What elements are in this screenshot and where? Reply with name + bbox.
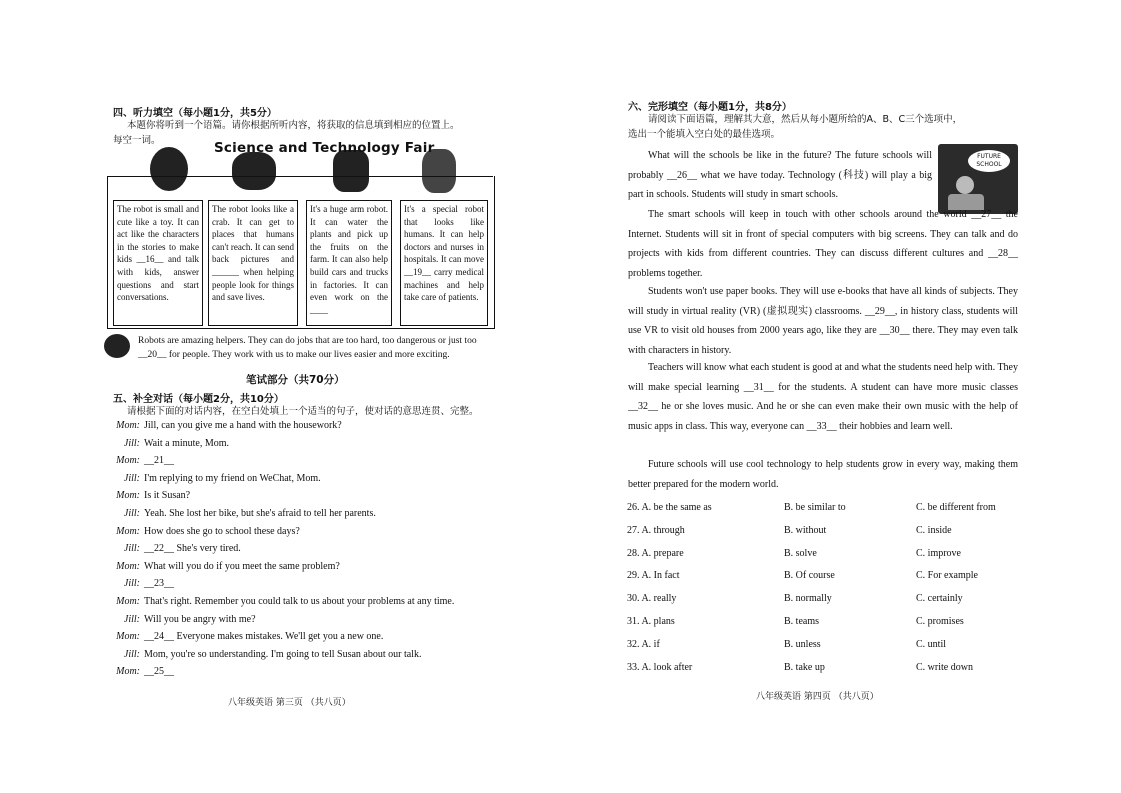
dialogue-text: __24__ Everyone makes mistakes. We'll get you a new one. [144, 631, 384, 643]
dialogue-line [107, 630, 383, 643]
paragraph-2: The smart schools will keep in touch with other schools around the world __27__ the Internet. Students will sit in front of special computers with big screens. They can talk and do projects with kids from different countries. They can discuss different cultures and __28__ problems together. [628, 209, 1018, 279]
section4-title: 四、听力填空（每小题1分，共5分） [113, 108, 277, 119]
speaker-label: Jill: [123, 472, 140, 484]
dialogue-line [107, 560, 340, 573]
speaker-label: Mom: [116, 455, 140, 467]
section5-instruction: 请根据下面的对话内容，在空白处填上一个适当的句子，使对话的意思连贯、完整。 [127, 406, 479, 417]
section4-note: 每空一词。 [113, 135, 161, 146]
right-page [560, 0, 1121, 793]
option-a[interactable]: 29. A. In fact [627, 570, 680, 582]
section4-instruction: 本题你将听到一个语篇。请你根据所听内容，将获取的信息填到相应的位置上。 [127, 120, 460, 131]
option-c[interactable]: C. certainly [916, 593, 963, 605]
dialogue-text: How does she go to school these days? [144, 525, 300, 537]
paragraph-3: Students won't use paper books. They will use e-books that have all kinds of subjects. They will study in virtual reality (VR) (虚拟现实) classrooms. __29__, in history class, students will use VR to visit old houses from 2000 years ago, like they are __30__ there. They may even talk with characters in history. [628, 286, 1018, 356]
robot-cell-3: It's a huge arm robot. It can water the plants and pick up the fruits on the farm. It can also help build cars and trucks in factories. It can even work on the ____ [306, 200, 392, 326]
dialogue-text: Will you be angry with me? [144, 613, 256, 625]
robot-cell-2: The robot looks like a crab. It can get to places that humans can't reach. It can send back pictures and ______ when helping people look for things and save lives. [208, 200, 298, 326]
paragraph-4: Teachers will know what each student is good at and what the students need help with. They will make special learning __31__ for the students. A student can have more music classes __32__ he or she loves music. And he or she can even make their own music with the help of music apps in class. This way, everyone can __33__ their hobbies and learn well. [628, 362, 1018, 432]
dialogue-line [117, 542, 241, 555]
option-a[interactable]: 30. A. really [627, 593, 677, 605]
section6-title: 六、完形填空（每小题1分，共8分） [628, 102, 792, 113]
option-b[interactable]: B. be similar to [784, 502, 846, 513]
dialogue-text: __22__ She's very tired. [144, 543, 241, 555]
option-c[interactable]: C. inside [916, 524, 952, 536]
dialogue-text: What will you do if you meet the same problem? [144, 560, 340, 572]
option-c[interactable]: C. be different from [916, 502, 996, 513]
option-c[interactable]: C. write down [916, 661, 973, 673]
speaker-label: Jill: [123, 543, 140, 555]
option-b[interactable]: B. normally [784, 593, 832, 605]
robot-cell-4: It's a special robot that looks like humans. It can help doctors and nurses in hospitals. It can move __19__ carry medical machines and help take care of patients. [400, 200, 488, 326]
dialogue-line [117, 472, 321, 485]
option-b[interactable]: B. teams [784, 616, 819, 627]
speaker-label: Jill: [123, 613, 140, 625]
written-part-heading: 笔试部分（共70分） [246, 374, 345, 386]
dialogue-line [107, 419, 342, 432]
option-b[interactable]: B. Of course [784, 570, 835, 582]
dialogue-line [117, 507, 376, 520]
speaker-label: Mom: [116, 666, 140, 678]
speaker-label: Mom: [116, 525, 140, 537]
dialogue-line [107, 525, 300, 538]
dialogue-text: I'm replying to my friend on WeChat, Mom. [144, 472, 321, 484]
dialogue-line [107, 665, 174, 678]
robot-cell-1: The robot is small and cute like a toy. It can act like the characters in the stories to make kids __16__ and talk with kids, answer questions and start conversations. [113, 200, 203, 326]
dialogue-text: __25__ [144, 666, 174, 678]
option-b[interactable]: B. solve [784, 547, 817, 559]
speaker-label: Mom: [116, 420, 140, 431]
option-b[interactable]: B. without [784, 524, 827, 536]
section5-title: 五、补全对话（每小题2分，共10分） [113, 394, 284, 405]
dialogue-text: Yeah. She lost her bike, but she's afraid to tell her parents. [144, 508, 376, 519]
section6-instruction-2: 选出一个能填入空白处的最佳选项。 [628, 129, 781, 140]
option-a[interactable]: 33. A. look after [627, 661, 693, 673]
fair-title: Science and Technology Fair [214, 140, 435, 156]
option-c[interactable]: C. until [916, 638, 947, 650]
option-a[interactable]: 32. A. if [627, 638, 660, 650]
option-b[interactable]: B. take up [784, 661, 825, 673]
dialogue-line [107, 489, 190, 502]
dialogue-line [107, 454, 174, 467]
left-footer: 八年级英语 第三页 （共八页） [228, 698, 351, 708]
future-school-caption: FUTURE SCHOOL [968, 150, 1010, 172]
speaker-label: Mom: [116, 560, 140, 572]
section6-instruction-1: 请阅读下面语篇，理解其大意，然后从每小题所给的A、B、C三个选项中， [648, 114, 963, 125]
speaker-label: Jill: [123, 437, 140, 449]
speaker-label: Jill: [123, 578, 140, 590]
dialogue-text: Wait a minute, Mom. [144, 437, 230, 449]
dialogue-text: Is it Susan? [144, 490, 191, 502]
option-c[interactable]: C. promises [916, 616, 964, 627]
option-a[interactable]: 28. A. prepare [627, 547, 684, 559]
dialogue-line [117, 437, 229, 450]
speaker-label: Mom: [116, 490, 140, 502]
speaker-icon [104, 334, 130, 358]
dialogue-line [117, 648, 421, 661]
option-a[interactable]: 31. A. plans [627, 616, 675, 627]
section4-summary: Robots are amazing helpers. They can do jobs that are too hard, too dangerous or just too __20__ for people. They work with us to make our lives easier and more exciting. [138, 336, 477, 360]
dialogue-text: That's right. Remember you could talk to us about your problems at any time. [144, 596, 455, 607]
speaker-label: Mom: [116, 596, 140, 607]
dialogue-text: __23__ [144, 578, 174, 590]
left-page [0, 0, 560, 793]
option-b[interactable]: B. unless [784, 638, 821, 650]
right-footer: 八年级英语 第四页 （共八页） [756, 692, 879, 702]
paragraph-5: Future schools will use cool technology to help students grow in every way, making them better prepared for the modern world. [628, 459, 1018, 490]
future-school-image [938, 144, 1018, 214]
option-c[interactable]: C. improve [916, 547, 961, 559]
paragraph-1: What will the schools be like in the future? The future schools will probably __26__ what we have today. Technology (科技) will play a big part in schools. Students will study in smart schools. [628, 150, 932, 200]
speaker-label: Mom: [116, 631, 140, 643]
dialogue-text: __21__ [144, 455, 174, 467]
speaker-label: Jill: [123, 648, 140, 660]
dialogue-line [117, 577, 174, 590]
dialogue-text: Mom, you're so understanding. I'm going to tell Susan about our talk. [144, 648, 422, 660]
speaker-label: Jill: [123, 508, 140, 519]
option-c[interactable]: C. For example [916, 570, 978, 582]
option-a[interactable]: 27. A. through [627, 524, 685, 536]
dialogue-line [107, 595, 454, 608]
dialogue-text: Jill, can you give me a hand with the housework? [144, 420, 342, 431]
option-a[interactable]: 26. A. be the same as [627, 502, 712, 513]
dialogue-line [117, 613, 256, 626]
